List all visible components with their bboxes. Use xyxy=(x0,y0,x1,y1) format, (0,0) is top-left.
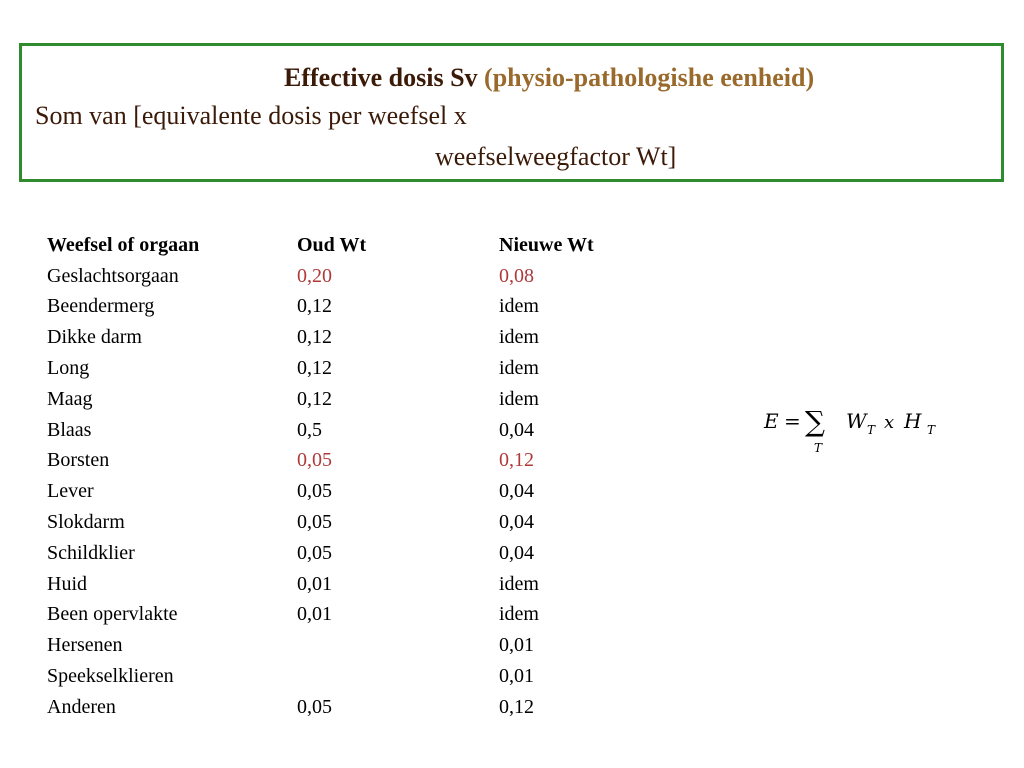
formula-equals: = xyxy=(784,409,801,433)
formula-sum-subscript: T xyxy=(814,441,823,455)
old-wt-cell xyxy=(297,661,499,692)
table-row xyxy=(47,322,649,353)
old-wt-cell: 0,12 xyxy=(297,326,332,349)
organ-cell: Long xyxy=(47,357,90,380)
new-wt-cell: idem xyxy=(499,387,539,410)
old-wt-cell: 0,12 xyxy=(297,357,332,380)
organ-cell: Slokdarm xyxy=(47,511,125,534)
table-row xyxy=(47,292,649,323)
table-row xyxy=(47,600,649,631)
old-wt-cell xyxy=(297,630,499,661)
effective-dose-formula xyxy=(762,400,952,460)
definition-box xyxy=(19,43,1004,182)
header-title-line xyxy=(284,63,814,93)
column-header-old-wt: Oud Wt xyxy=(297,233,367,256)
organ-cell: Lever xyxy=(47,480,94,503)
old-wt-cell: 0,12 xyxy=(297,387,332,410)
old-wt-cell: 0,01 xyxy=(297,603,332,626)
new-wt-cell: 0,12 xyxy=(499,695,534,718)
organ-cell: Blaas xyxy=(47,418,92,441)
table-row xyxy=(47,446,649,477)
organ-cell: Beendermerg xyxy=(47,295,155,318)
header-title: Effective dosis Sv xyxy=(284,63,478,92)
old-wt-cell: 0,20 xyxy=(297,264,332,287)
formula-weight: W xyxy=(846,409,867,433)
table-row xyxy=(47,384,649,415)
old-wt-cell: 0,01 xyxy=(297,572,332,595)
table-row xyxy=(47,261,649,292)
table-body xyxy=(47,261,649,723)
new-wt-cell: 0,01 xyxy=(499,634,534,657)
organ-cell: Maag xyxy=(47,387,93,410)
table-row xyxy=(47,661,649,692)
table-row xyxy=(47,630,649,661)
organ-cell: Anderen xyxy=(47,695,116,718)
tissue-weight-table xyxy=(47,230,649,723)
header-subtitle: (physio-pathologishe eenheid) xyxy=(484,63,815,92)
new-wt-cell: 0,04 xyxy=(499,541,534,564)
new-wt-cell: 0,08 xyxy=(499,264,534,287)
old-wt-cell: 0,05 xyxy=(297,480,332,503)
table-row xyxy=(47,415,649,446)
organ-cell: Geslachtsorgaan xyxy=(47,264,179,287)
new-wt-cell: idem xyxy=(499,357,539,380)
new-wt-cell: idem xyxy=(499,326,539,349)
table-row xyxy=(47,692,649,723)
old-wt-cell: 0,05 xyxy=(297,695,332,718)
formula-weight-subscript: T xyxy=(867,423,876,437)
organ-cell: Borsten xyxy=(47,449,110,472)
old-wt-cell: 0,12 xyxy=(297,295,332,318)
old-wt-cell: 0,05 xyxy=(297,541,332,564)
new-wt-cell: 0,12 xyxy=(499,449,534,472)
organ-cell: Hersenen xyxy=(47,634,123,657)
formula-dose: H xyxy=(904,409,922,433)
new-wt-cell: 0,04 xyxy=(499,480,534,503)
table-header-row xyxy=(47,230,649,261)
organ-cell: Schildklier xyxy=(47,541,135,564)
new-wt-cell: idem xyxy=(499,603,539,626)
table-row xyxy=(47,538,649,569)
old-wt-cell: 0,05 xyxy=(297,449,332,472)
table-row xyxy=(47,507,649,538)
column-header-new-wt: Nieuwe Wt xyxy=(499,233,594,256)
column-header-organ: Weefsel of orgaan xyxy=(47,233,200,256)
header-formula-line-1: Som van [equivalente dosis per weefsel x xyxy=(35,101,467,130)
organ-cell: Dikke darm xyxy=(47,326,142,349)
new-wt-cell: 0,04 xyxy=(499,511,534,534)
new-wt-cell: idem xyxy=(499,572,539,595)
table-row xyxy=(47,353,649,384)
new-wt-cell: 0,04 xyxy=(499,418,534,441)
organ-cell: Speekselklieren xyxy=(47,665,174,688)
organ-cell: Huid xyxy=(47,572,87,595)
old-wt-cell: 0,05 xyxy=(297,511,332,534)
table-row xyxy=(47,476,649,507)
old-wt-cell: 0,5 xyxy=(297,418,322,441)
formula-dose-subscript: T xyxy=(927,423,936,437)
header-formula-line-2: weefselweegfactor Wt] xyxy=(435,142,677,171)
formula-times: x xyxy=(884,412,895,433)
organ-cell: Been opervlakte xyxy=(47,603,178,626)
table-row xyxy=(47,569,649,600)
new-wt-cell: idem xyxy=(499,295,539,318)
formula-sum-sign: ∑ xyxy=(805,405,825,438)
formula-lhs: E xyxy=(764,409,779,433)
new-wt-cell: 0,01 xyxy=(499,665,534,688)
